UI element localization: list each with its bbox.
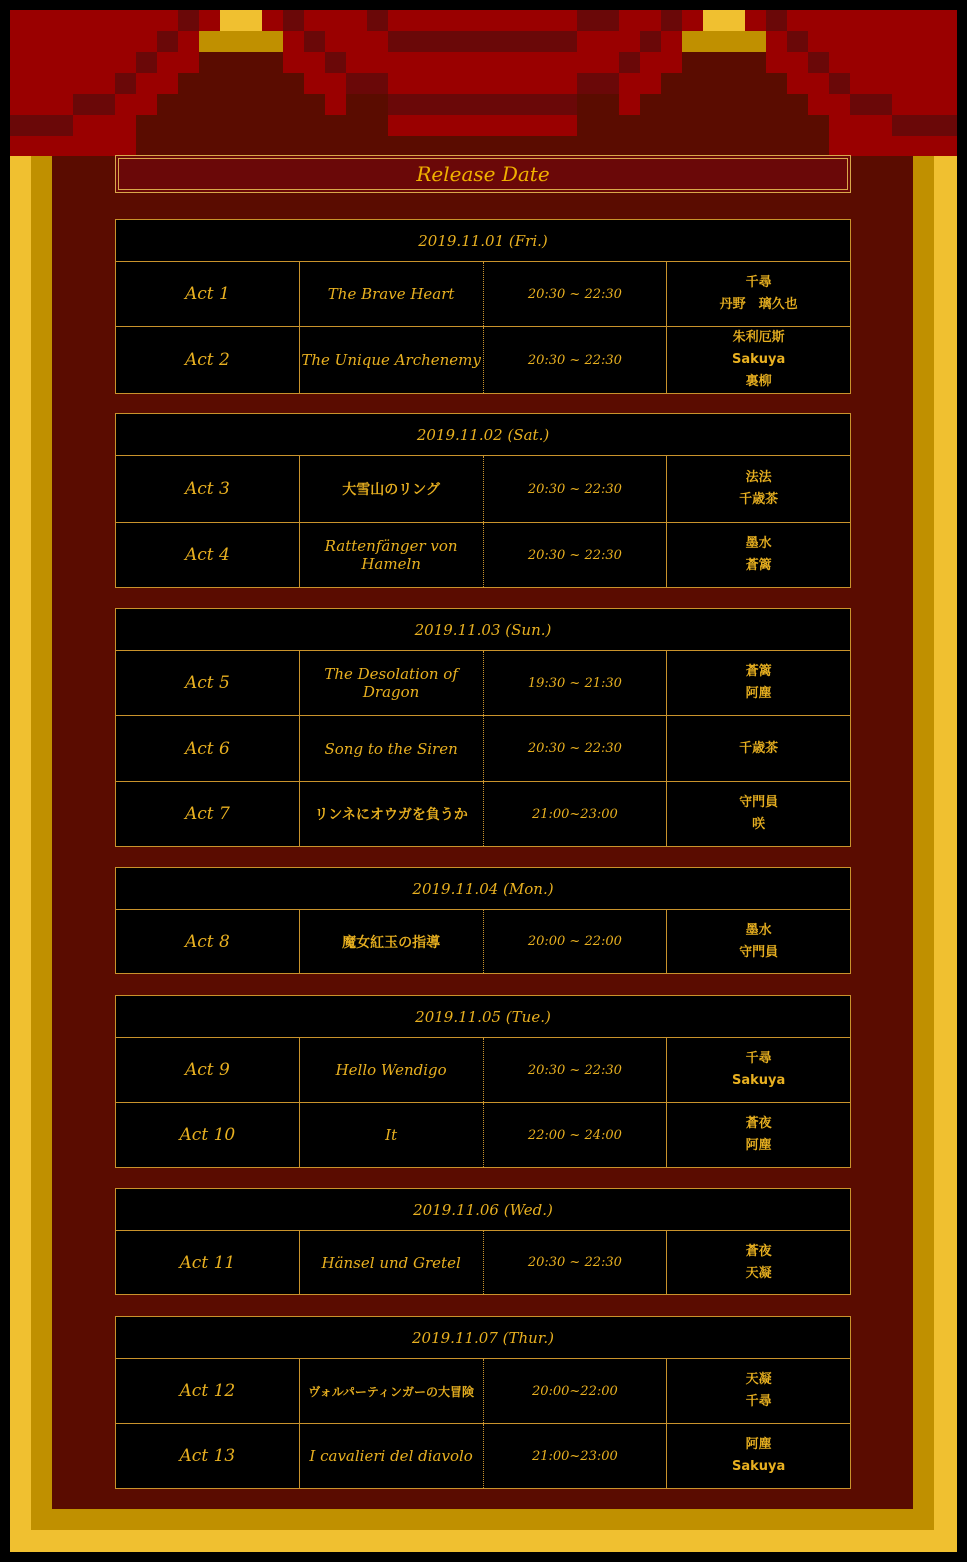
act-row	[116, 262, 851, 327]
cast-member: Sakuya	[731, 1073, 786, 1088]
act-title: ヴォルパーティンガーの大冒険	[299, 1359, 483, 1424]
act-time: 20:30 ~ 22:30	[483, 1038, 667, 1103]
act-row	[116, 910, 851, 974]
act-row	[116, 1103, 851, 1168]
act-number: Act 8	[116, 910, 300, 974]
act-time: 20:30 ~ 22:30	[483, 523, 667, 588]
day-date: 2019.11.02 (Sat.)	[116, 414, 851, 456]
day-date: 2019.11.01 (Fri.)	[116, 220, 851, 262]
cast-member: 咲	[752, 817, 766, 832]
act-row	[116, 716, 851, 782]
cast-member: 天凝	[745, 1265, 772, 1281]
act-time: 20:30 ~ 22:30	[483, 1231, 667, 1295]
act-number: Act 7	[116, 782, 300, 847]
act-number: Act 3	[116, 456, 300, 523]
act-time: 20:30 ~ 22:30	[483, 716, 667, 782]
cast-member: Sakuya	[731, 1459, 786, 1474]
act-time: 19:30 ~ 21:30	[483, 651, 667, 716]
act-cast	[667, 1359, 851, 1424]
day-schedule	[115, 867, 851, 974]
act-row	[116, 1231, 851, 1295]
day-date: 2019.11.03 (Sun.)	[116, 609, 851, 651]
act-time: 20:30 ~ 22:30	[483, 262, 667, 327]
act-number: Act 11	[116, 1231, 300, 1295]
act-number: Act 1	[116, 262, 300, 327]
day-date: 2019.11.07 (Thur.)	[116, 1317, 851, 1359]
cast-member: 朱利厄斯	[732, 330, 785, 345]
day-schedule	[115, 1316, 851, 1489]
day-schedule	[115, 995, 851, 1168]
act-title: The Desolation of Dragon	[299, 651, 483, 716]
act-title: Hello Wendigo	[299, 1038, 483, 1103]
act-title: I cavalieri del diavolo	[299, 1424, 483, 1489]
cast-member: 千歳茶	[739, 492, 779, 507]
act-number: Act 5	[116, 651, 300, 716]
cast-member: 蒼篱	[745, 558, 772, 573]
act-title: リンネにオウガを負うか	[299, 782, 483, 847]
act-title: Song to the Siren	[299, 716, 483, 782]
act-time: 20:00~22:00	[483, 1359, 667, 1424]
cast-member: 法法	[745, 470, 772, 485]
act-number: Act 4	[116, 523, 300, 588]
cast-member: 蒼篱	[745, 664, 772, 679]
act-title: The Brave Heart	[299, 262, 483, 327]
act-number: Act 10	[116, 1103, 300, 1168]
act-cast	[667, 1038, 851, 1103]
act-number: Act 2	[116, 327, 300, 394]
act-cast	[667, 716, 851, 782]
cast-member: 蒼夜	[745, 1116, 772, 1131]
day-date: 2019.11.04 (Mon.)	[116, 868, 851, 910]
day-date: 2019.11.05 (Tue.)	[116, 996, 851, 1038]
act-title: 大雪山のリング	[299, 456, 483, 523]
act-title: Rattenfänger von Hameln	[299, 523, 483, 588]
act-row	[116, 1038, 851, 1103]
act-number: Act 13	[116, 1424, 300, 1489]
act-time: 21:00~23:00	[483, 1424, 667, 1489]
act-cast	[667, 1103, 851, 1168]
act-number: Act 12	[116, 1359, 300, 1424]
cast-member: 千尋	[745, 275, 772, 290]
curtain-valance	[10, 10, 957, 156]
cast-member: Sakuya	[731, 352, 786, 367]
cast-member: 蒼夜	[745, 1243, 772, 1259]
act-row	[116, 327, 851, 394]
act-number: Act 9	[116, 1038, 300, 1103]
act-cast	[667, 1424, 851, 1489]
cast-member: 裏柳	[745, 374, 772, 389]
day-schedule	[115, 413, 851, 588]
act-time: 20:00 ~ 22:00	[483, 910, 667, 974]
act-row	[116, 456, 851, 523]
act-cast	[667, 910, 851, 974]
cast-member: 千尋	[745, 1394, 772, 1409]
act-title: 魔女紅玉の指導	[299, 910, 483, 974]
act-cast	[667, 1231, 851, 1295]
cast-member: 阿塵	[745, 1437, 772, 1452]
act-cast	[667, 262, 851, 327]
act-cast	[667, 782, 851, 847]
day-date: 2019.11.06 (Wed.)	[116, 1189, 851, 1231]
act-cast	[667, 327, 851, 394]
act-time: 21:00~23:00	[483, 782, 667, 847]
cast-member: 守門員	[739, 795, 779, 810]
cast-member: 阿塵	[745, 1138, 772, 1153]
act-title: The Unique Archenemy	[299, 327, 483, 394]
act-cast	[667, 456, 851, 523]
cast-member: 丹野 璃久也	[719, 297, 798, 312]
act-time: 20:30 ~ 22:30	[483, 327, 667, 394]
cast-member: 守門員	[739, 944, 779, 960]
cast-member: 天凝	[745, 1372, 772, 1387]
act-row	[116, 1359, 851, 1424]
cast-member: 阿塵	[745, 686, 772, 701]
act-title: Hänsel und Gretel	[299, 1231, 483, 1295]
cast-member: 千歳茶	[739, 740, 779, 756]
act-cast	[667, 523, 851, 588]
act-row	[116, 782, 851, 847]
act-time: 20:30 ~ 22:30	[483, 456, 667, 523]
act-title: It	[299, 1103, 483, 1168]
act-cast	[667, 651, 851, 716]
day-schedule	[115, 1188, 851, 1295]
cast-member: 墨水	[745, 536, 772, 551]
act-time: 22:00 ~ 24:00	[483, 1103, 667, 1168]
act-row	[116, 651, 851, 716]
day-schedule	[115, 219, 851, 394]
cast-member: 墨水	[745, 922, 772, 938]
release-date-header	[115, 155, 851, 193]
cast-member: 千尋	[745, 1051, 772, 1066]
release-schedule	[115, 155, 851, 1474]
release-date-title: Release Date	[118, 158, 848, 190]
act-row	[116, 1424, 851, 1489]
act-number: Act 6	[116, 716, 300, 782]
act-row	[116, 523, 851, 588]
day-schedule	[115, 608, 851, 847]
